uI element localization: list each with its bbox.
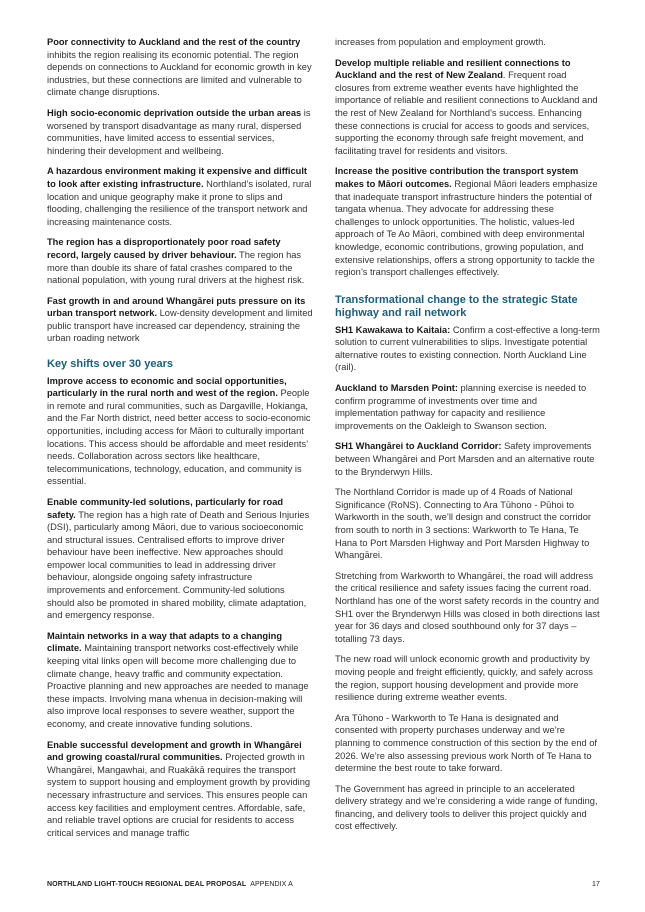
paragraph-sh1-whangarei (335, 440, 600, 478)
paragraph-community-led (47, 496, 313, 622)
body-text: inhibits the region realising its economic potential. The region depends on connections to Auckland for economic growth in key industries, but these connections are limited and vulnerable to climate change disruptions. (47, 49, 312, 98)
paragraph-continuation: increases from population and employment growth. (335, 37, 546, 47)
lead-text: Auckland to Marsden Point: (335, 383, 458, 394)
lead-text: Maintain networks in a way that adapts to a changing climate. (47, 630, 283, 654)
lead-text: Develop multiple reliable and resilient connections to Auckland and the rest of New Zealand (335, 57, 571, 81)
paragraph-fast-growth (47, 295, 313, 345)
lead-text: The region has a disproportionately poor road safety record, largely caused by driver behaviour. (47, 237, 281, 260)
body-text: Northland’s isolated, rural location and unique geography make it prone to slips and flooding, challenging the resilience of the transport network and increasing maintenance costs. (47, 178, 312, 227)
lead-text: Enable successful development and growth in Whangārei and growing coastal/rural communities. (47, 739, 302, 763)
paragraph-ara-tuhono: Ara Tūhono - Warkworth to Te Hana is designated and consented with property purchases underway and we’re planning to commence construction of this section by the end of 2026. We’re also assessing previous work North of Te Hana to determine the best route to take forward. (335, 712, 598, 774)
paragraph-hazardous-environment (47, 165, 313, 228)
paragraph-maori-outcomes (335, 165, 600, 278)
paragraph-sh1-kawakawa (335, 324, 600, 374)
lead-text: High socio-economic deprivation outside the urban areas (47, 107, 302, 118)
body-text: Regional Māori leaders emphasize that inadequate transport infrastructure hinders the potential of tangata whenua. They advocate for addressing these challenges to unlock opportunities. The holistic, values-led approach of Te Ao Māori, combined with deep environmental knowledge, economic contributions, growing population, and extensive relationships, offers a strong opportunity to tackle the region’s transport challenges effectively. (335, 178, 598, 278)
lead-text: Enable community-led solutions, particularly for road safety. (47, 496, 284, 520)
lead-text: Increase the positive contribution the transport system makes to Māori outcomes. (335, 166, 579, 189)
paragraph-poor-connectivity (47, 36, 313, 99)
lead-text: Fast growth in and around Whangārei puts pressure on its urban transport network. (47, 295, 306, 319)
body-text: The region has a high rate of Death and Serious Injuries (DSI), particularly among Māori, due to various socioeconomic and structural issues. Centralised efforts to improve driver behaviour have been ineffective. New approaches should empower local communities to lead in addressing driver behaviour, alongside ongoing safety infrastructure improvements and enforcement. Community-led solutions should also be promoted in shared mobility, climate adaptation, and emergency response. (47, 509, 310, 621)
paragraph-auckland-marsden (335, 382, 600, 432)
body-text: Low-density development and limited public transport have increased car dependency, straining the urban roading network (47, 308, 313, 344)
page-footer (47, 881, 600, 888)
paragraph-road-safety (47, 236, 313, 286)
lead-text: Poor connectivity to Auckland and the rest of the country (47, 37, 301, 47)
appendix-label: APPENDIX A (250, 881, 293, 888)
page-number: 17 (592, 881, 600, 888)
body-text: planning exercise is needed to confirm programme of investments over time and implementation pathway for capacity and resilience improvements on the Oakleigh to Swanson section. (335, 383, 587, 431)
body-text: Maintaining transport networks cost-effectively while keeping vital links open will become more challenging due to climate change, heavy traffic and community expectation. Proactive planning and new approaches are needed to manage these impacts. Involving mana whenua in decision-making will also improve local responses to severe weather, support the economy, and create innovative funding solutions. (47, 643, 309, 729)
paragraph-improve-access (47, 375, 313, 488)
body-text: Projected growth in Whangārei, Mangawhai, and Ruakākā requires the transport system to support housing and employment growth by providing necessary infrastructure and services. This ensures people can access key facilities and employment centres. Affordable, safe, and reliable travel options are crucial for residents to access critical services and manage traffic (47, 752, 311, 838)
document-title: NORTHLAND LIGHT-TOUCH REGIONAL DEAL PROPOSAL (47, 881, 247, 888)
paragraph-enable-growth (47, 739, 313, 840)
lead-text: A hazardous environment making it expensive and difficult to look after existing infrastructure. (47, 166, 308, 189)
lead-text: Improve access to economic and social opportunities, particularly in the rural north and west of the region. (47, 375, 287, 399)
paragraph-government: The Government has agreed in principle to an accelerated delivery strategy and we’re considering a wide range of funding, financing, and delivery tools to deliver this project quickly and cost effectively. (335, 783, 598, 832)
body-text: The region has more than double its share of fatal crashes compared to the national population, with young rural drivers at the highest risk. (47, 249, 305, 286)
paragraph-new-road: The new road will unlock economic growth and productivity by moving people and freight efficiently, quickly, and safely across the region, support housing development and provide more resilience during extreme weather events. (335, 654, 593, 703)
paragraph-deprivation (47, 107, 313, 157)
paragraph-resilient-connections (335, 57, 600, 158)
right-column (335, 36, 600, 841)
body-text: People in remote and rural communities, such as Dargaville, Hokianga, and the Far North district, need better access to socio-economic opportunities, including access for Māori to culturally important locations. This access should be affordable and meet residents’ needs. Collaboration across sectors like healthcare, telecommunications, technology, education, and community is essential. (47, 388, 311, 487)
left-column (47, 36, 313, 847)
lead-text: SH1 Kawakawa to Kaitaia: (335, 324, 451, 335)
paragraph-maintain-networks (47, 630, 313, 731)
body-text: . Frequent road closures from extreme weather events have highlighted the importance of reliable and resilient connections to Auckland and the rest of New Zealand for Northland’s success. Enhancing these connections is crucial for access to goods and services, supporting the economy through safe freight movement, and facilitating travel for residents and visitors. (335, 70, 598, 156)
footer-title (47, 881, 293, 888)
paragraph-northland-corridor: The Northland Corridor is made up of 4 Roads of National Significance (RoNS). Connecting to Ara Tūhono - Pūhoi to Warkworth in the south, we’ll design and construct the corridor from south to north in 3 sections: Warkworth to Te Hana, Te Hana to Port Marsden Highway and Port Marsden Highway to Whangārei. (335, 487, 591, 561)
section-heading-key-shifts: Key shifts over 30 years (47, 358, 173, 371)
body-text: is worsened by transport disadvantage as many rural, dispersed communities, have limited access to essential services, hindering their development and wellbeing. (47, 107, 311, 156)
paragraph-warkworth-whangarei: Stretching from Warkworth to Whangārei, the road will address the critical resilience and safety issues facing the current road. Northland has one of the worst safety records in the country and SH1 over the Brynderwyn Hills was closed in both directions last year for 36 days and closed southbound only for 37 days – totalling 73 days. (335, 570, 600, 644)
body-text: Safety improvements between Whangārei and Port Marsden and an alternative route to the Brynderwyn Hills. (335, 441, 595, 477)
body-text: Confirm a cost-effective a long-term solution to current vulnerabilities to slips. Investigate potential alternative routes to existing connection. North Auckland Line (rail). (335, 324, 600, 373)
section-heading-transformational-change: Transformational change to the strategic State highway and rail network (335, 293, 578, 320)
lead-text: SH1 Whangārei to Auckland Corridor: (335, 441, 502, 452)
